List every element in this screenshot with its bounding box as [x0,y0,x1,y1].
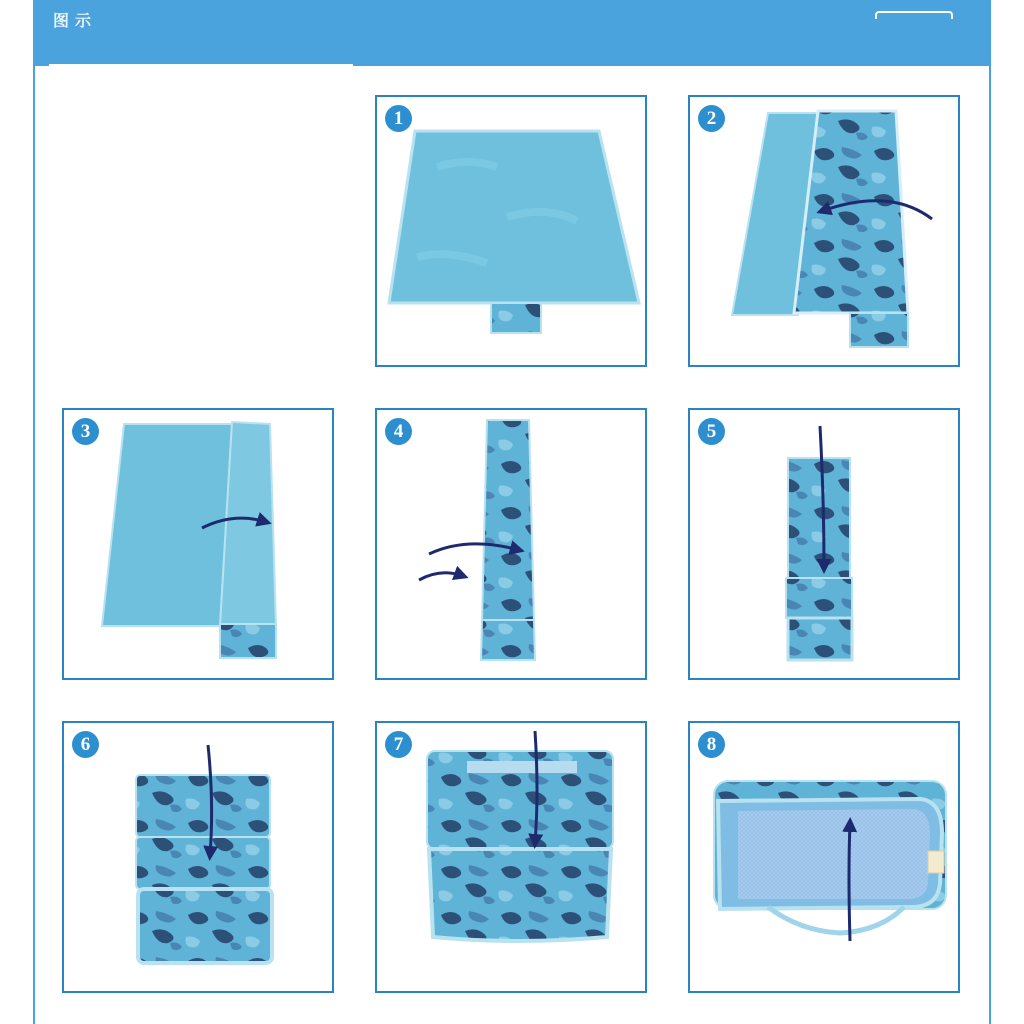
step-number-badge: 5 [698,418,725,445]
step-number-badge: 8 [698,731,725,758]
mat-strip-illustration [377,410,645,678]
mat-bundle-illustration [377,723,645,991]
step-number-badge: 4 [385,418,412,445]
step-panel-2 [688,95,960,367]
mat-roll-up-illustration [64,723,332,991]
step-panel-3 [62,408,334,680]
step-number-badge: 7 [385,731,412,758]
mat-roll-illustration [690,410,958,678]
step-panel-8 [688,721,960,993]
header-title: 图示 [53,13,98,30]
step-panel-5 [688,408,960,680]
mat-carry-handle-illustration [690,723,958,991]
step-panel-4 [375,408,647,680]
step-panel-1 [375,95,647,367]
step-number-badge: 3 [72,418,99,445]
mat-fold-half-illustration [690,97,958,365]
mat-fold-again-illustration [64,410,332,678]
mat-flat-illustration [377,97,645,365]
step-number-badge: 2 [698,105,725,132]
step-panel-7 [375,721,647,993]
step-panel-6 [62,721,334,993]
step-number-badge: 6 [72,731,99,758]
step-number-badge: 1 [385,105,412,132]
